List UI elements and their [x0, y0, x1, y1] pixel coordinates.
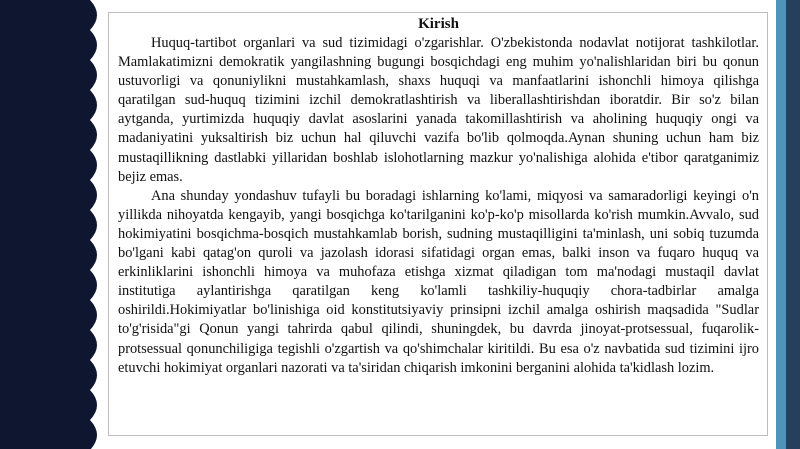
- paragraph-2: Ana shunday yondashuv tufayli bu boradagi ishlarning ko'lami, miqyosi va samaradorligi keyingi o'n yillikda nihoyatda kengayib, yangi bosqichga ko'tarilganini ko'p-ko'p misollarda ko'rish mumkin.Avvalo, sud hokimiyatini bosqichma-bosqich mustahkamlab borish, sudning mustaqilligini ta'minlash, uni sobiq tuzumda bo'lgani kabi qatag'on quroli va jazolash idorasi sifatidagi organ emas, balki inson va fuqaro huquq va erkinliklarini ishonchli himoya va muhofaza etishga xizmat qiladigan tom ma'nodagi mustaqil davlat institutiga aylantirishga qaratilgan keng ko'lamli tashkiliy-huquqiy chora-tadbirlar amalga oshirildi.Hokimiyatlar bo'linishiga oid konstitutsiyaviy prinsipni izchil amalga oshirish maqsadida "Sudlar to'g'risida"gi Qonun yangi tahrirda qabul qilindi, shuningdek, bu davrda jinoyat-protsessual, fuqarolik-protsessual qonunchiligiga tegishli o'zgartish va qo'shimchalar kiritildi. Bu esa o'z navbatida sud tizimini ijro etuvchi hokimiyat organlari nazorati va ta'siridan chiqarish imkonini berganini alohida ta'kidlash lozim.: [118, 187, 759, 376]
- right-decorative-band: [786, 0, 800, 449]
- document-title: Kirish: [418, 16, 459, 32]
- text-box: [108, 12, 768, 436]
- paragraph-1: Huquq-tartibot organlari va sud tizimidagi o'zgarishlar. O'zbekistonda nodavlat notijorat tashkilotlar. Mamlakatimizni demokratik yangilashning bugungi bosqichdagi eng muhim yo'nalishlaridan biri bu qonun ustuvorligi va qonuniylikni mustahkamlash, shaxs huquqi va manfaatlarini ishonchli himoya qilishga qaratilgan sud-huquq tizimini izchil demokratlashtirish va liberallashtirishdan iboratdir. Bir so'z bilan aytganda, yurtimizda huquqiy davlat asoslarini yanada takomillashtirish va aholining huquqiy ongi va madaniyatini yuksaltirish biz uchun hal qiluvchi vazifa bo'lib qolmoqda.Aynan shuning uchun ham biz mustaqillikning dastlabki yillaridan boshlab islohotlarning mazkur yo'nalishiga alohida e'tibor qaratganimiz bejiz emas.: [118, 35, 759, 185]
- right-accent-stripe: [776, 0, 786, 449]
